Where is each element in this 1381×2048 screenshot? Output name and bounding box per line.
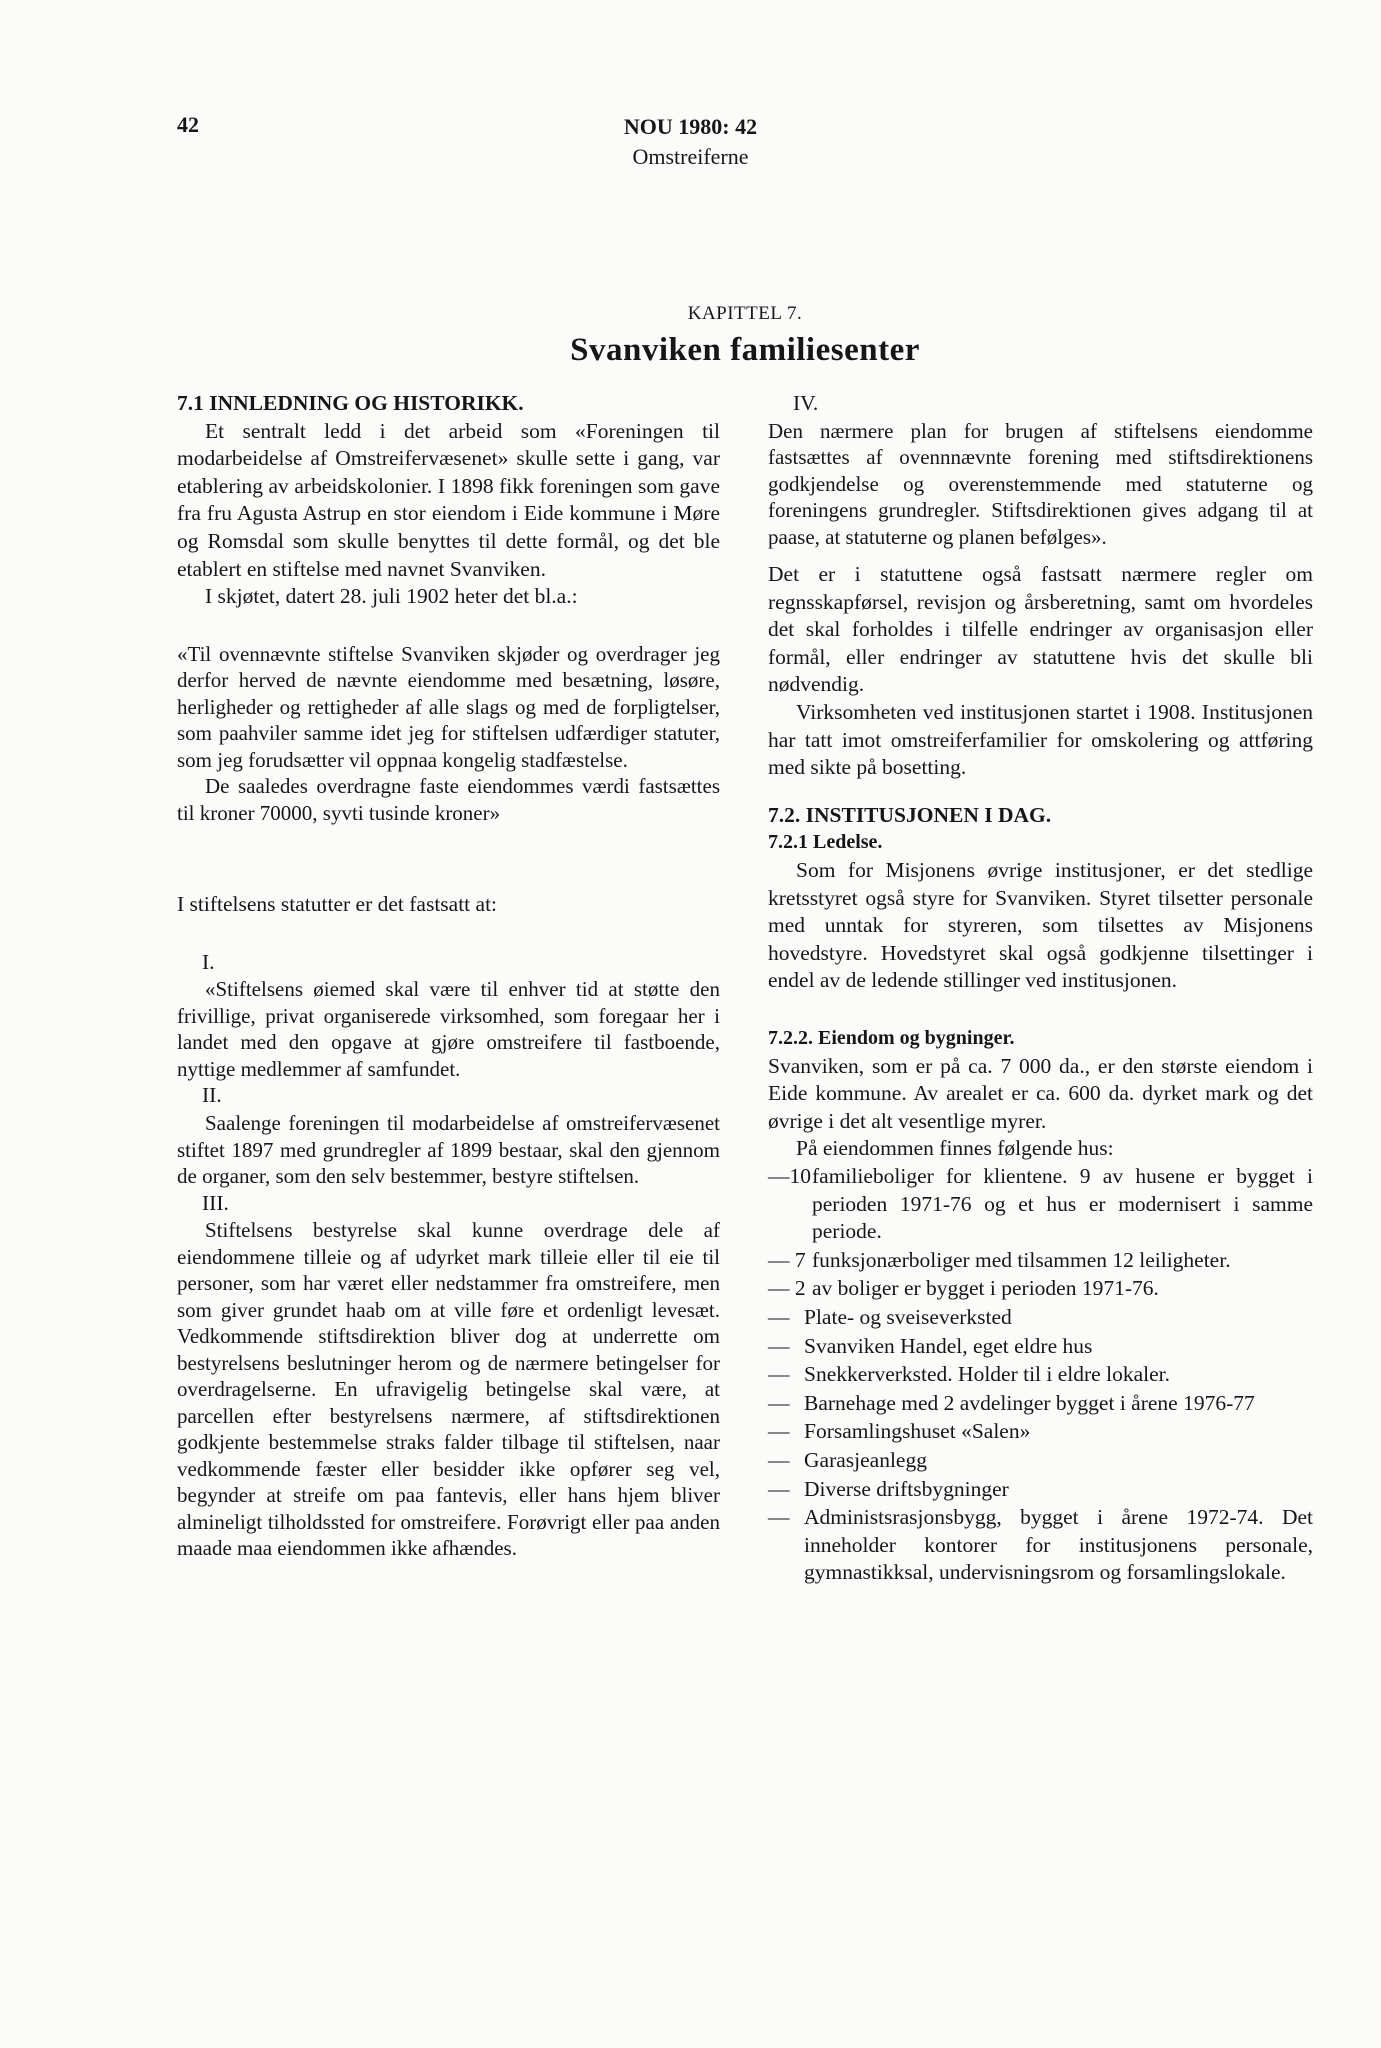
list-item — [768, 1163, 1313, 1246]
list-item-text: av boliger er bygget i perioden 1971-76. — [812, 1276, 1159, 1301]
list-item-text: funksjonærboliger med tilsammen 12 leiligheter. — [812, 1247, 1231, 1272]
statute-paragraph: Saalenge foreningen til modarbeidelse af omstreifervæsenet stiftet 1897 med grundregler af 1899 bestaar, skal den gjennom de organer, som den selv bestemmer, bestyre stiftelsen. — [177, 1111, 720, 1189]
list-item — [768, 1361, 1313, 1389]
section-7-2-heading: 7.2. INSTITUSJONEN I DAG. — [768, 802, 1052, 827]
list-item — [768, 1418, 1313, 1446]
list-dash: — — [768, 1505, 790, 1530]
roman-numeral: I. — [202, 949, 215, 974]
statute-paragraph: Den nærmere plan for brugen af stiftelsens eiendomme fastsættes af ovennnævnte forening med stiftsdirektionens godkjendelse og overenstemmende med statuterne og foreningens grundregler. Stiftsdirektionen gives adgang til at paase, at statuterne og planen befølges». — [768, 418, 1313, 549]
spacer — [177, 919, 720, 949]
spacer — [768, 782, 1313, 802]
statute-paragraph: Stiftelsens bestyrelse skal kunne overdrage dele af eiendommene tilleie og af udyrket mark tilleie eller til eie til personer, som har været eller nedstammer fra omstreifere, men som giver grundet haab om at ville føre et ordenligt levesæt. Vedkommende stiftsdirektion bliver dog at underrette om bestyrelsens beslutninger herom og de nærmere betingelser for overdragelserne. En ufravigelig betingelse skal være, at parcellen efter bestyrelsens nærmere, af stiftsdirektionen godkjente bestemmelse straks falder tilbage til stiftelsen, naar vedkommende fæster eller besidder ikke opfører seg vel, begynder at streife om paa fantevis, eller hans hjem bliver almineligt tilholdssted for omstreifere. Forøvrigt eller paa anden maade maa eiendommen ikke afhændes. — [177, 1218, 720, 1561]
roman-numeral: IV. — [793, 391, 819, 415]
list-item-text: Barnehage med 2 avdelinger bygget i årene 1976-77 — [804, 1390, 1255, 1415]
spacer — [177, 611, 720, 641]
list-item — [768, 1504, 1313, 1587]
list-dash: — — [768, 1333, 790, 1358]
list-item — [768, 1333, 1313, 1361]
list-item-text: Snekkerverksted. Holder til i eldre lokaler. — [804, 1362, 1170, 1387]
list-item — [768, 1390, 1313, 1418]
list-dash: — 2 — [768, 1276, 806, 1301]
list-item-text: Plate- og sveiseverksted — [804, 1304, 1012, 1329]
publication-subtitle: Omstreiferne — [632, 144, 749, 169]
page-number: 42 — [177, 112, 199, 137]
paragraph: På eiendommen finnes følgende hus: — [796, 1136, 1114, 1161]
list-dash: — — [768, 1447, 790, 1472]
section-7-2-2-heading: 7.2.2. Eiendom og bygninger. — [768, 1027, 1015, 1049]
list-dash: — — [768, 1390, 790, 1415]
spacer — [768, 995, 1313, 1025]
list-item-text: Diverse driftsbygninger — [804, 1476, 1009, 1501]
building-list — [768, 1163, 1313, 1587]
list-item — [768, 1275, 1313, 1303]
list-item — [768, 1247, 1313, 1275]
paragraph: Virksomheten ved institusjonen startet i 1908. Institusjonen har tatt imot omstreiferfamilier for omskolering og attføring med sikte på bosetting. — [768, 700, 1313, 780]
list-dash: — — [768, 1362, 790, 1387]
paragraph: Et sentralt ledd i det arbeid som «Foreningen til modarbeidelse af Omstreifervæsenet» skulle sette i gang, var etablering av arbeidskolonier. I 1898 fikk foreningen som gave fra fru Agusta Astrup en stor eiendom i Eide kommune i Møre og Romsdal som skulle benyttes til dette formål, og det ble etablert en stiftelse med navnet Svanviken. — [177, 418, 720, 581]
paragraph: Som for Misjonens øvrige institusjoner, er det stedlige kretsstyret også styre for Svanviken. Styret tilsetter personale med unntak for styreren, som tilsettes av Misjonens hovedstyre. Hovedstyret skal også godkjenne tilsettinger i endel av de ledende stillinger ved institusjonen. — [768, 858, 1313, 993]
section-7-2-1-heading: 7.2.1 Ledelse. — [768, 831, 883, 854]
list-item-text: Forsamlingshuset «Salen» — [804, 1419, 1031, 1444]
chapter-label: KAPITTEL 7. — [687, 303, 803, 324]
statute-paragraph: «Stiftelsens øiemed skal være til enhver tid at støtte den frivillige, privat organiserede virksomhed, som foregaar her i landet med den opgave at gjøre omstreifere til fastboende, nyttige medlemmer af samfundet. — [177, 977, 720, 1081]
list-dash: — 7 — [768, 1247, 806, 1272]
list-item — [768, 1447, 1313, 1475]
list-item — [768, 1476, 1313, 1504]
paragraph: I stiftelsens statutter er det fastsatt at: — [177, 892, 498, 917]
list-dash: — — [768, 1304, 790, 1329]
list-item-text: Garasjeanlegg — [804, 1447, 927, 1472]
right-column — [768, 390, 1313, 1588]
list-item — [768, 1304, 1313, 1332]
spacer — [768, 550, 1313, 561]
chapter-title: Svanviken familiesenter — [570, 332, 920, 368]
quote-paragraph: De saaledes overdragne faste eiendommes værdi fastsættes til kroner 70000, syvti tusinde kroner» — [177, 774, 720, 825]
roman-numeral: II. — [202, 1083, 222, 1108]
publication-id: NOU 1980: 42 — [623, 114, 758, 139]
list-item-text: Administsrasjonsbygg, bygget i årene 1972-74. Det inneholder kontorer for institusjonens personale, gymnastikksal, undervisningsrom og forsamlingslokale. — [804, 1505, 1313, 1585]
quote-paragraph: «Til ovennævnte stiftelse Svanviken skjøder og overdrager jeg derfor herved de nævnte eiendomme med besætning, løsøre, herligheder og rettigheder af alle slags og med de forpligtelser, som paahviler samme idet jeg for stiftelsen udfærdiger statuter, som jeg forudsætter vil oppnaa kongelig stadfæstelse. — [177, 641, 720, 772]
paragraph: I skjøtet, datert 28. juli 1902 heter det bl.a.: — [205, 584, 578, 609]
roman-numeral: III. — [202, 1190, 229, 1215]
paragraph: Svanviken, som er på ca. 7 000 da., er den største eiendom i Eide kommune. Av arealet er ca. 600 da. dyrket mark og det øvrige i det alt vesentlige myrer. — [768, 1053, 1313, 1133]
list-dash: — — [768, 1419, 790, 1444]
list-item-text: familieboliger for klientene. 9 av husene er bygget i perioden 1971-76 og et hus er modernisert i samme periode. — [812, 1163, 1313, 1244]
spacer — [177, 826, 720, 891]
section-7-1-heading: 7.1 INNLEDNING OG HISTORIKK. — [177, 391, 524, 415]
left-column — [177, 390, 720, 1562]
list-dash: — — [768, 1476, 790, 1501]
list-item-text: Svanviken Handel, eget eldre hus — [804, 1333, 1093, 1358]
running-head — [0, 112, 1381, 172]
list-dash: —10 — [768, 1163, 811, 1188]
paragraph: Det er i statuttene også fastsatt nærmere regler om regnsskapførsel, revisjon og årsberetning, samt om hvordeles det skal forholdes i tilfelle endringer av organisasjon eller formål, eller endringer av statuttene hvis det skulle bli nødvendig. — [768, 562, 1313, 697]
